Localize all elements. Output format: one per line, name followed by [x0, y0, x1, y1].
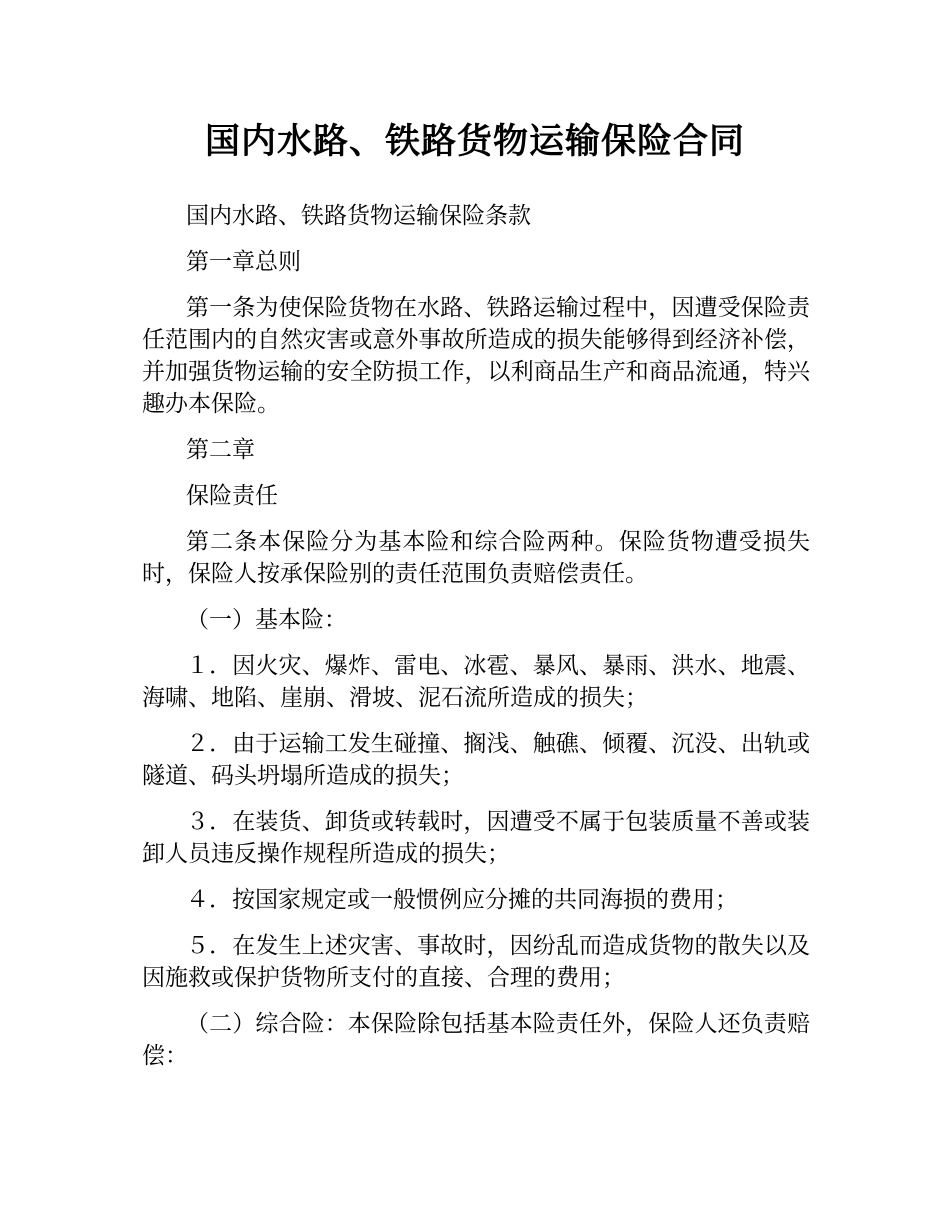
document-body: [142, 200, 810, 1086]
document-title: 国内水路、铁路货物运输保险合同: [204, 122, 745, 162]
paragraph-insurance-liability: 保险责任: [186, 483, 278, 509]
paragraph-item-5: ５．在发生上述灾害、事故时，因纷乱而造成货物的散失以及因施救或保护货物所支付的直接、合理的费用；: [142, 933, 810, 991]
paragraph-item-1: １．因火灾、爆炸、雷电、冰雹、暴风、暴雨、洪水、地震、海啸、地陷、崖崩、滑坡、泥石流所造成的损失；: [142, 653, 810, 711]
paragraph-item-2: ２．由于运输工发生碰撞、搁浅、触礁、倾覆、沉没、出轨或隧道、码头坍塌所造成的损失；: [142, 731, 810, 789]
paragraph-item-3: ３．在装货、卸货或转载时，因遭受不属于包装质量不善或装卸人员违反操作规程所造成的损失；: [142, 809, 810, 867]
paragraph-chapter-2: 第二章: [186, 437, 255, 463]
paragraph-clause-title: 国内水路、铁路货物运输保险条款: [186, 203, 531, 229]
paragraph-chapter-1: 第一章总则: [186, 249, 301, 275]
paragraph-basic-insurance: （一）基本险：: [186, 607, 347, 633]
paragraph-item-4: ４．按国家规定或一般惯例应分摊的共同海损的费用；: [186, 887, 738, 913]
paragraph-comprehensive-insurance: （二）综合险：本保险除包括基本险责任外，保险人还负责赔偿：: [142, 1011, 810, 1069]
paragraph-article-1: 第一条为使保险货物在水路、铁路运输过程中，因遭受保险责任范围内的自然灾害或意外事故所造成的损失能够得到经济补偿，并加强货物运输的安全防损工作，以利商品生产和商品流通，特兴趣办本保险。: [142, 295, 810, 417]
paragraph-article-2: 第二条本保险分为基本险和综合险两种。保险货物遭受损失时，保险人按承保险别的责任范围负责赔偿责任。: [142, 529, 810, 587]
